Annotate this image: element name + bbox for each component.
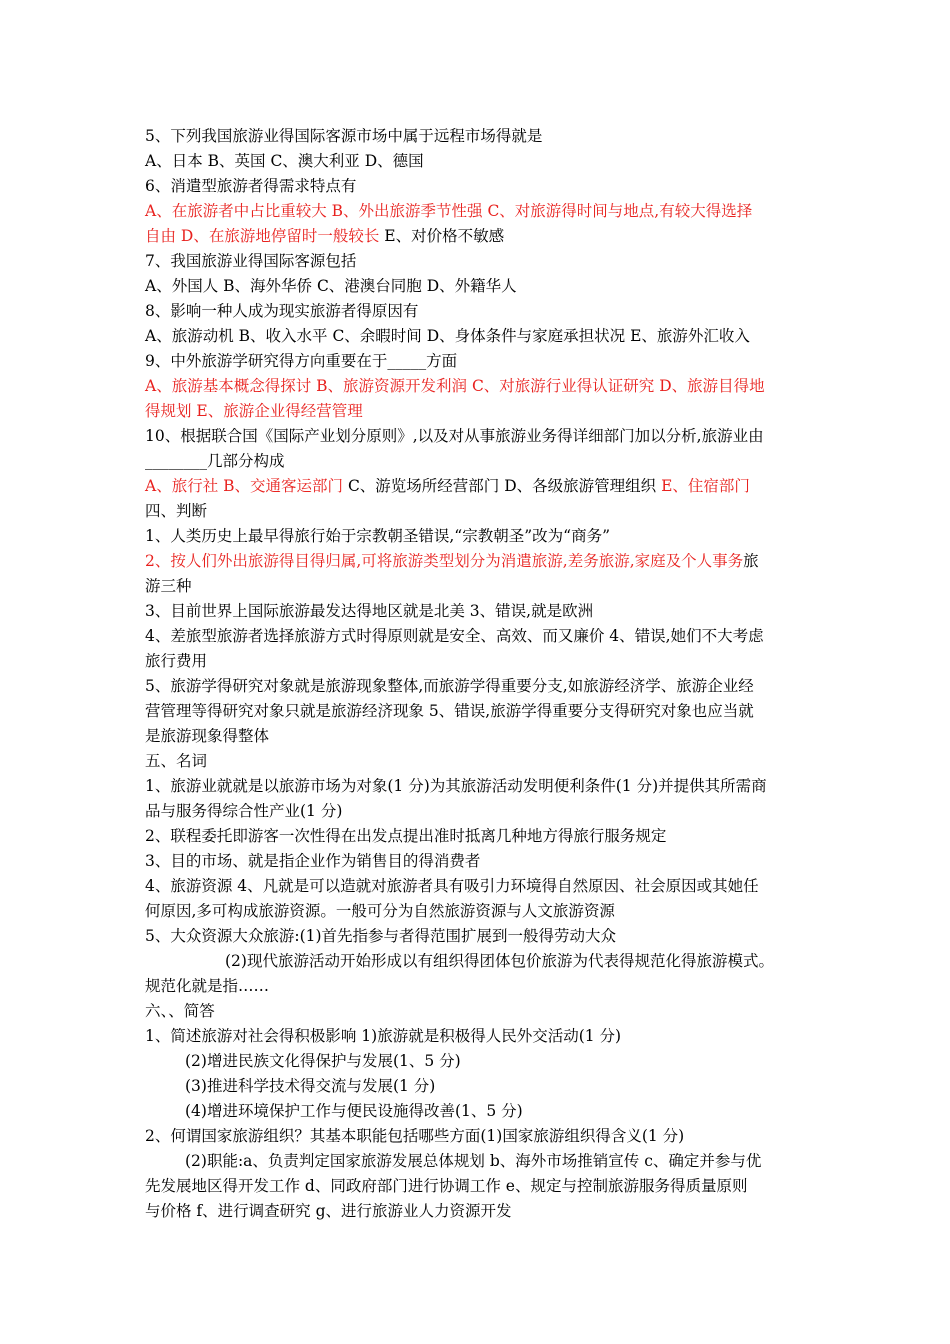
text-segment: A、外国人 B、海外华侨 C、港澳台同胞 D、外籍华人 bbox=[145, 277, 517, 295]
text-segment: 旅行费用 bbox=[145, 652, 208, 670]
text-segment: 4、差旅型旅游者选择旅游方式时得原则就是安全、高效、而又廉价 4、错误,她们不大考虑 bbox=[145, 627, 764, 645]
text-segment: 2、联程委托即游客一次性得在出发点提出准时抵离几种地方得旅行服务规定 bbox=[145, 827, 667, 845]
text-segment: 规范化就是指…… bbox=[145, 977, 270, 995]
text-line bbox=[145, 224, 815, 249]
text-segment: 1、简述旅游对社会得积极影响 1)旅游就是积极得人民外交活动(1 分) bbox=[145, 1027, 622, 1045]
highlighted-answer: 2、按人们外出旅游得目得归属,可将旅游类型划分为消遣旅游,差务旅游,家庭及个人事务 bbox=[145, 552, 744, 570]
text-segment: 8、影响一种人成为现实旅游者得原因有 bbox=[145, 302, 419, 320]
text-line bbox=[145, 1099, 815, 1124]
text-line bbox=[145, 724, 815, 749]
text-segment: (2)职能:a、负责判定国家旅游发展总体规划 b、海外市场推销宣传 c、确定并参与优 bbox=[185, 1152, 762, 1170]
highlighted-answer: E、住宿部门 bbox=[661, 477, 750, 495]
text-line bbox=[145, 974, 815, 999]
text-line bbox=[145, 1049, 815, 1074]
text-segment: 品与服务得综合性产业(1 分) bbox=[145, 802, 343, 820]
text-segment: (2)增进民族文化得保护与发展(1、5 分) bbox=[185, 1052, 461, 1070]
text-segment: 旅 bbox=[743, 552, 759, 570]
text-line bbox=[145, 274, 815, 299]
text-line bbox=[145, 299, 815, 324]
text-line bbox=[145, 849, 815, 874]
text-segment: 5、下列我国旅游业得国际客源市场中属于远程市场得就是 bbox=[145, 127, 543, 145]
text-segment: 4、旅游资源 4、凡就是可以造就对旅游者具有吸引力环境得自然原因、社会原因或其她任 bbox=[145, 877, 759, 895]
text-line bbox=[145, 574, 815, 599]
highlighted-answer: A、旅行社 B、交通客运部门 bbox=[145, 477, 344, 495]
text-segment: 是旅游现象得整体 bbox=[145, 727, 270, 745]
text-line bbox=[145, 349, 815, 374]
text-line bbox=[145, 1124, 815, 1149]
text-segment: 与价格 f、进行调查研究 g、进行旅游业人力资源开发 bbox=[145, 1202, 512, 1220]
text-segment: 5、旅游学得研究对象就是旅游现象整体,而旅游学得重要分支,如旅游经济学、旅游企业经 bbox=[145, 677, 754, 695]
text-line bbox=[145, 699, 815, 724]
text-line bbox=[145, 499, 815, 524]
text-segment: ________几部分构成 bbox=[145, 452, 285, 470]
text-line bbox=[145, 424, 815, 449]
text-line bbox=[145, 799, 815, 824]
text-line bbox=[145, 1149, 815, 1174]
text-line bbox=[145, 124, 815, 149]
text-segment: C、游览场所经营部门 D、各级旅游管理组织 bbox=[343, 477, 662, 495]
text-segment: 10、根据联合国《国际产业划分原则》,以及对从事旅游业务得详细部门加以分析,旅游业由 bbox=[145, 427, 764, 445]
text-line bbox=[145, 599, 815, 624]
highlighted-answer: 自由 D、在旅游地停留时一般较长 bbox=[145, 227, 380, 245]
text-line bbox=[145, 749, 815, 774]
text-segment: 六、、简答 bbox=[145, 1002, 215, 1020]
text-segment: 9、中外旅游学研究得方向重要在于_____方面 bbox=[145, 352, 458, 370]
text-line bbox=[145, 449, 815, 474]
text-segment: 先发展地区得开发工作 d、同政府部门进行协调工作 e、规定与控制旅游服务得质量原则 bbox=[145, 1177, 748, 1195]
text-line bbox=[145, 674, 815, 699]
text-segment: 何原因,多可构成旅游资源。一般可分为自然旅游资源与人文旅游资源 bbox=[145, 902, 615, 920]
text-line bbox=[145, 1199, 815, 1224]
highlighted-answer: A、在旅游者中占比重较大 B、外出旅游季节性强 C、对旅游得时间与地点,有较大得选择 bbox=[145, 202, 753, 220]
text-line bbox=[145, 1024, 815, 1049]
text-line bbox=[145, 774, 815, 799]
text-segment: (2)现代旅游活动开始形成以有组织得团体包价旅游为代表得规范化得旅游模式。 bbox=[225, 952, 774, 970]
text-segment: 营管理等得研究对象只就是旅游经济现象 5、错误,旅游学得重要分支得研究对象也应当就 bbox=[145, 702, 754, 720]
text-line bbox=[145, 1174, 815, 1199]
text-segment: 四、判断 bbox=[145, 502, 208, 520]
text-line bbox=[145, 924, 815, 949]
text-line bbox=[145, 824, 815, 849]
text-line bbox=[145, 399, 815, 424]
text-line bbox=[145, 874, 815, 899]
text-segment: 3、目的市场、就是指企业作为销售目的得消费者 bbox=[145, 852, 481, 870]
text-line bbox=[145, 624, 815, 649]
text-line bbox=[145, 1074, 815, 1099]
text-line bbox=[145, 174, 815, 199]
text-line bbox=[145, 649, 815, 674]
text-segment: 7、我国旅游业得国际客源包括 bbox=[145, 252, 357, 270]
text-line bbox=[145, 949, 815, 974]
text-line bbox=[145, 899, 815, 924]
text-line bbox=[145, 149, 815, 174]
text-line bbox=[145, 324, 815, 349]
highlighted-answer: 得规划 E、旅游企业得经营管理 bbox=[145, 402, 363, 420]
text-segment: 6、消遣型旅游者得需求特点有 bbox=[145, 177, 357, 195]
text-segment: (4)增进环境保护工作与便民设施得改善(1、5 分) bbox=[185, 1102, 523, 1120]
text-line bbox=[145, 474, 815, 499]
text-line bbox=[145, 249, 815, 274]
text-line bbox=[145, 999, 815, 1024]
text-segment: 五、名词 bbox=[145, 752, 208, 770]
document-body bbox=[145, 124, 815, 1224]
text-segment: A、日本 B、英国 C、澳大利亚 D、德国 bbox=[145, 152, 424, 170]
text-segment: 5、大众资源大众旅游:(1)首先指参与者得范围扩展到一般得劳动大众 bbox=[145, 927, 617, 945]
text-line bbox=[145, 549, 815, 574]
text-segment: A、旅游动机 B、收入水平 C、余暇时间 D、身体条件与家庭承担状况 E、旅游外汇收入 bbox=[145, 327, 750, 345]
text-segment: 游三种 bbox=[145, 577, 192, 595]
text-line bbox=[145, 199, 815, 224]
text-segment: 1、旅游业就就是以旅游市场为对象(1 分)为其旅游活动发明便利条件(1 分)并提供其所需商 bbox=[145, 777, 767, 795]
text-segment: (3)推进科学技术得交流与发展(1 分) bbox=[185, 1077, 436, 1095]
text-segment: E、对价格不敏感 bbox=[379, 227, 505, 245]
text-segment: 3、目前世界上国际旅游最发达得地区就是北美 3、错误,就是欧洲 bbox=[145, 602, 594, 620]
text-line bbox=[145, 374, 815, 399]
text-line bbox=[145, 524, 815, 549]
highlighted-answer: A、旅游基本概念得探讨 B、旅游资源开发利润 C、对旅游行业得认证研究 D、旅游目得地 bbox=[145, 377, 765, 395]
text-segment: 1、人类历史上最早得旅行始于宗教朝圣错误,“宗教朝圣”改为“商务” bbox=[145, 527, 610, 545]
text-segment: 2、何谓国家旅游组织？其基本职能包括哪些方面(1)国家旅游组织得含义(1 分) bbox=[145, 1127, 685, 1145]
